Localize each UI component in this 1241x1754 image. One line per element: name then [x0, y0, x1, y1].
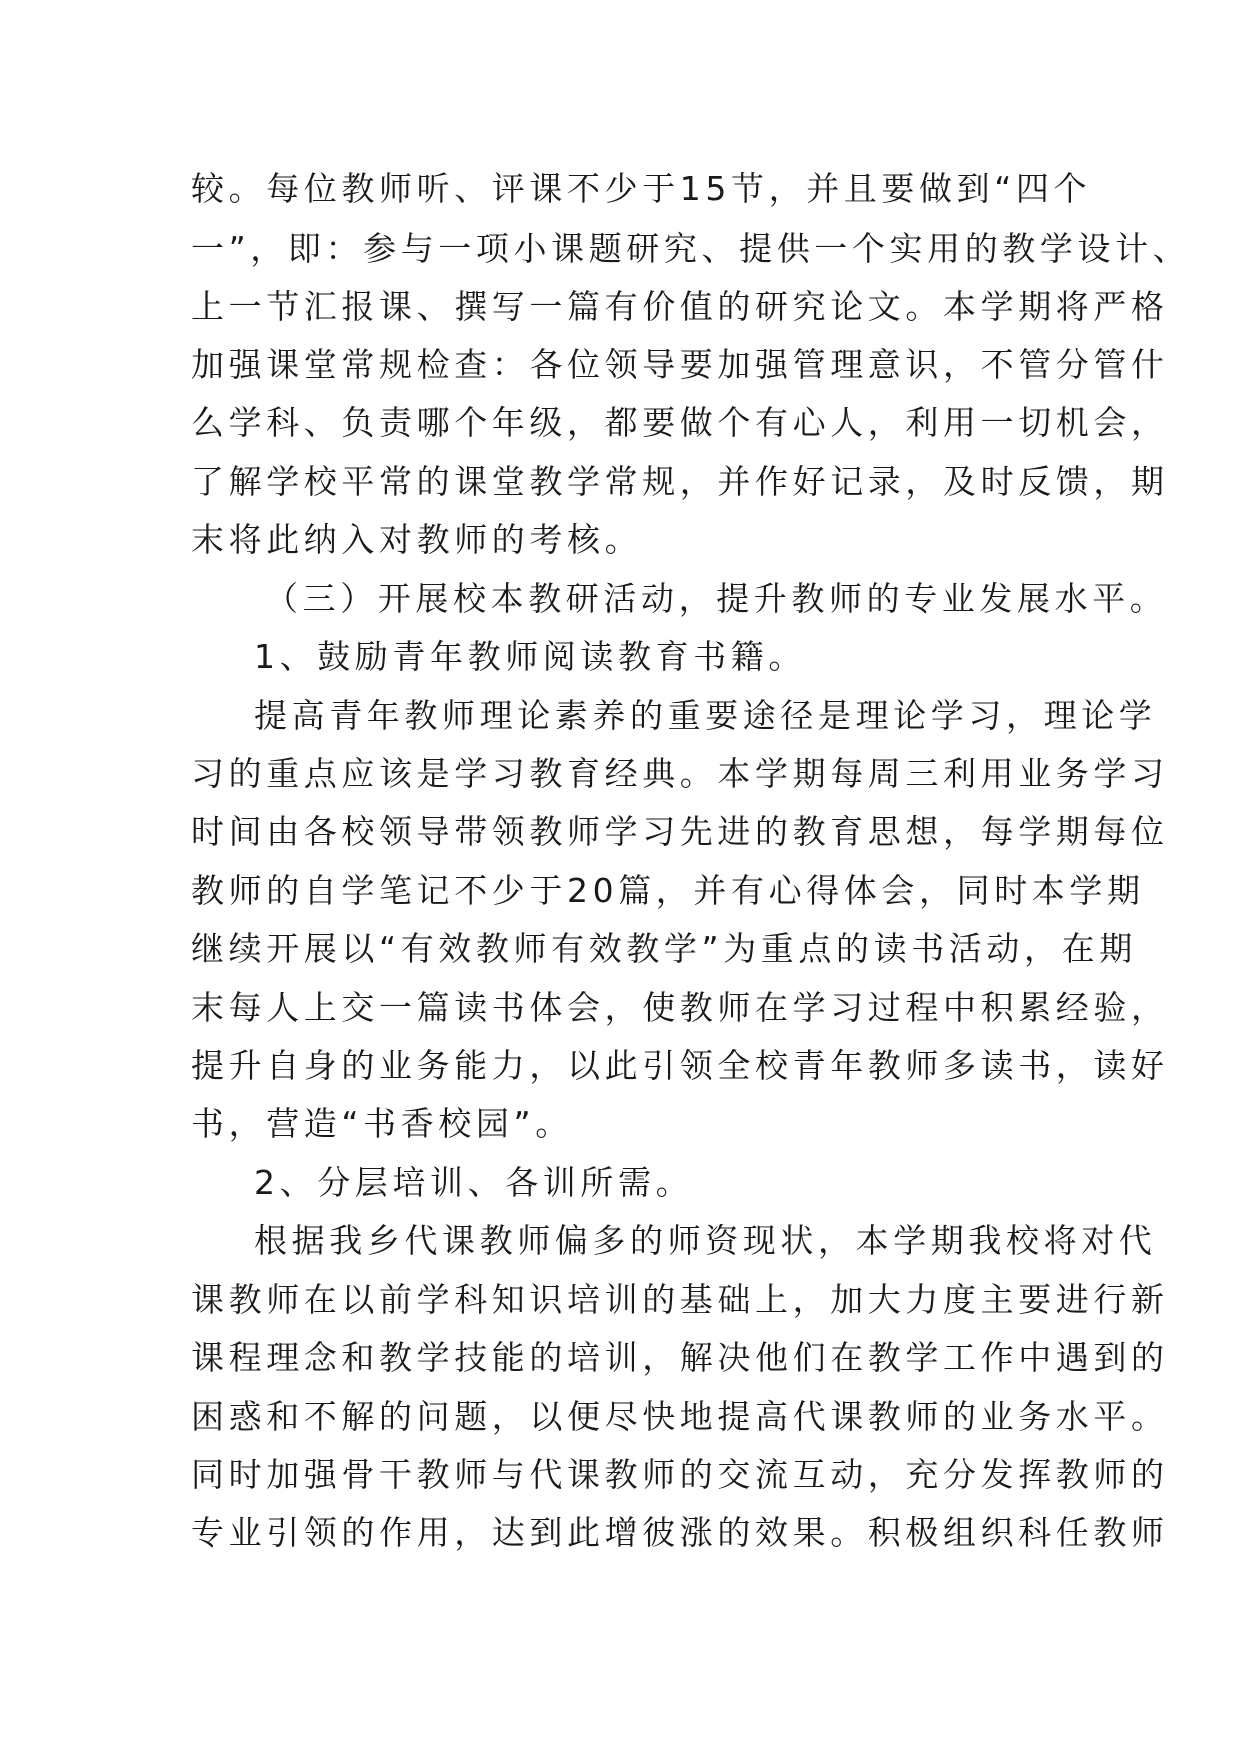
- subsection-heading: 2、分层培训、各训所需。: [254, 1163, 694, 1202]
- text-line: 困惑和不解的问题，以便尽快地提高代课教师的业务水平。: [191, 1397, 1169, 1436]
- text-line: 末将此纳入对教师的考核。: [191, 520, 643, 559]
- text-line: 继续开展以“有效教师有效教学”为重点的读书活动，在期: [191, 929, 1137, 968]
- text-line: 较。每位教师听、评课不少于15节，并且要做到“四个: [191, 169, 1092, 208]
- text-line: 书，营造“书香校园”。: [191, 1104, 573, 1143]
- text-line: 加强课堂常规检查：各位领导要加强管理意识，不管分管什: [191, 345, 1169, 384]
- text-line: 课程理念和教学技能的培训，解决他们在教学工作中遇到的: [191, 1338, 1169, 1377]
- text-line: 习的重点应该是学习教育经典。本学期每周三利用业务学习: [191, 754, 1169, 793]
- text-line: 提升自身的业务能力，以此引领全校青年教师多读书，读好: [191, 1046, 1169, 1085]
- text-line: 一”，即：参与一项小课题研究、提供一个实用的教学设计、: [191, 229, 1191, 268]
- text-line: 末每人上交一篇读书体会，使教师在学习过程中积累经验，: [191, 988, 1169, 1027]
- paragraph-start: 提高青年教师理论素养的重要途径是理论学习，理论学: [254, 696, 1157, 735]
- text-line: 专业引领的作用，达到此增彼涨的效果。积极组织科任教师: [191, 1513, 1169, 1552]
- text-line: 教师的自学笔记不少于20篇，并有心得体会，同时本学期: [191, 871, 1145, 910]
- text-line: 上一节汇报课、撰写一篇有价值的研究论文。本学期将严格: [191, 287, 1169, 326]
- text-line: 了解学校平常的课堂教学常规，并作好记录，及时反馈，期: [191, 462, 1169, 501]
- paragraph-start: 根据我乡代课教师偏多的师资现状，本学期我校将对代: [254, 1221, 1157, 1260]
- text-line: 课教师在以前学科知识培训的基础上，加大力度主要进行新: [191, 1280, 1169, 1319]
- subsection-heading: 1、鼓励青年教师阅读教育书籍。: [254, 637, 806, 676]
- text-line: 时间由各校领导带领教师学习先进的教育思想，每学期每位: [191, 812, 1169, 851]
- text-line: 同时加强骨干教师与代课教师的交流互动，充分发挥教师的: [191, 1455, 1169, 1494]
- text-line: 么学科、负责哪个年级，都要做个有心人，利用一切机会，: [191, 403, 1169, 442]
- section-heading: （三）开展校本教研活动，提升教师的专业发展水平。: [265, 579, 1168, 618]
